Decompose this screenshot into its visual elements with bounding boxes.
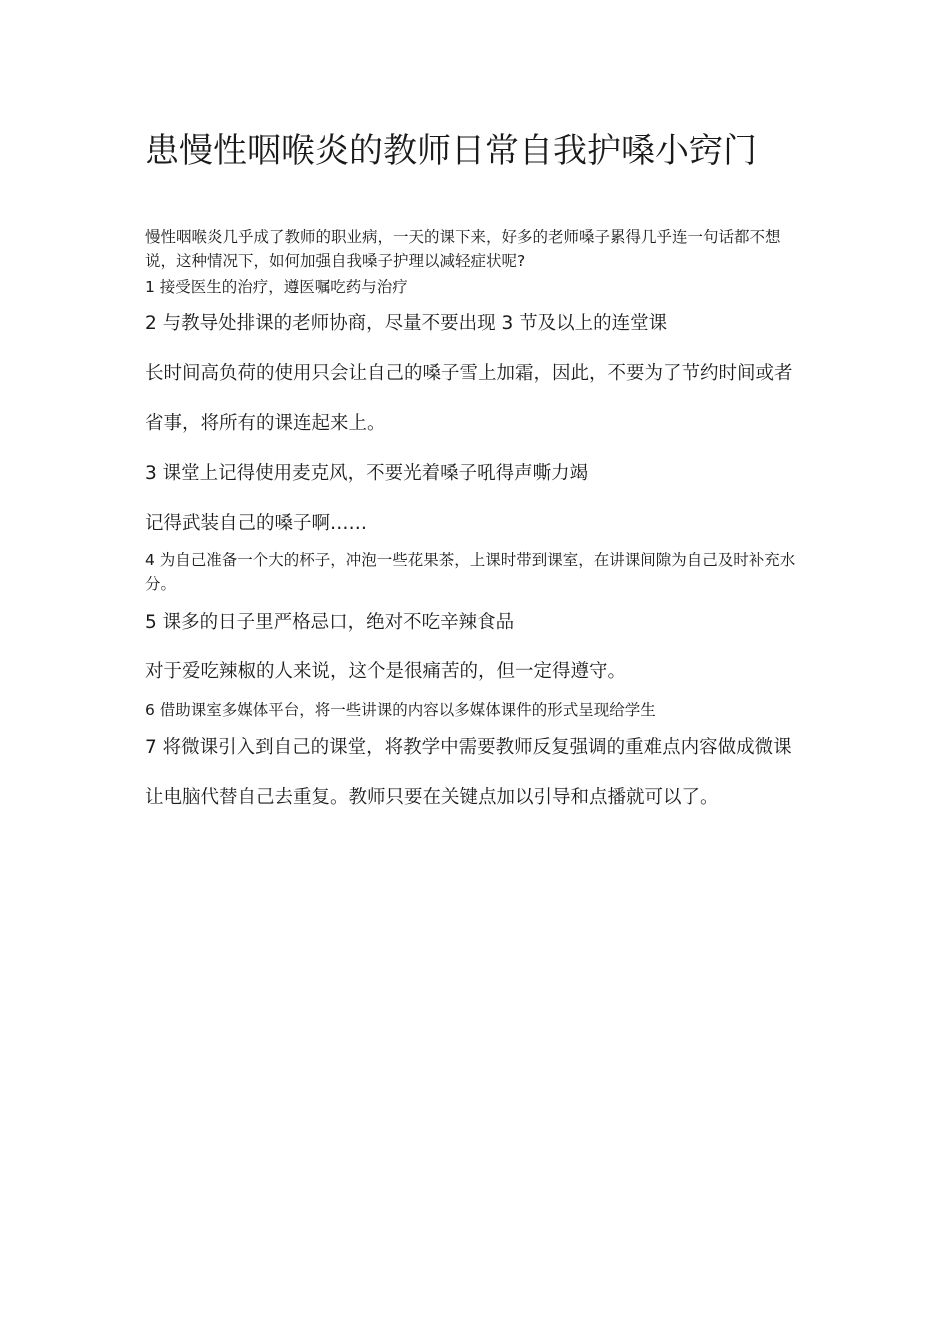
- intro-paragraph: 慢性咽喉炎几乎成了教师的职业病，一天的课下来，好多的老师嗓子累得几乎连一句话都不想说，这种情况下，如何加强自我嗓子护理以减轻症状呢?: [145, 228, 781, 270]
- document-title: 患慢性咽喉炎的教师日常自我护嗓小窍门: [145, 131, 757, 171]
- item-2-detail-line-2: 省事，将所有的课连起来上。: [145, 413, 386, 434]
- item-3-detail: 记得武装自己的嗓子啊……: [145, 513, 368, 534]
- item-5-detail: 对于爱吃辣椒的人来说，这个是很痛苦的，但一定得遵守。: [145, 661, 627, 682]
- item-2: 2 与教导处排课的老师协商，尽量不要出现 3 节及以上的连堂课: [145, 313, 668, 334]
- item-4: 4 为自己准备一个大的杯子，冲泡一些花果茶，上课时带到课室，在讲课间隙为自己及时补充水分。: [145, 551, 796, 593]
- item-5: 5 课多的日子里严格忌口，绝对不吃辛辣食品: [145, 612, 515, 633]
- item-6: 6 借助课室多媒体平台，将一些讲课的内容以多媒体课件的形式呈现给学生: [145, 701, 656, 719]
- item-1: 1 接受医生的治疗，遵医嘱吃药与治疗: [145, 278, 408, 296]
- item-3: 3 课堂上记得使用麦克风，不要光着嗓子吼得声嘶力竭: [145, 463, 589, 484]
- item-7-line-2: 让电脑代替自己去重复。教师只要在关键点加以引导和点播就可以了。: [145, 787, 719, 808]
- item-2-detail-line-1: 长时间高负荷的使用只会让自己的嗓子雪上加霜，因此，不要为了节约时间或者: [145, 363, 793, 384]
- item-7-line-1: 7 将微课引入到自己的课堂，将教学中需要教师反复强调的重难点内容做成微课: [145, 737, 792, 758]
